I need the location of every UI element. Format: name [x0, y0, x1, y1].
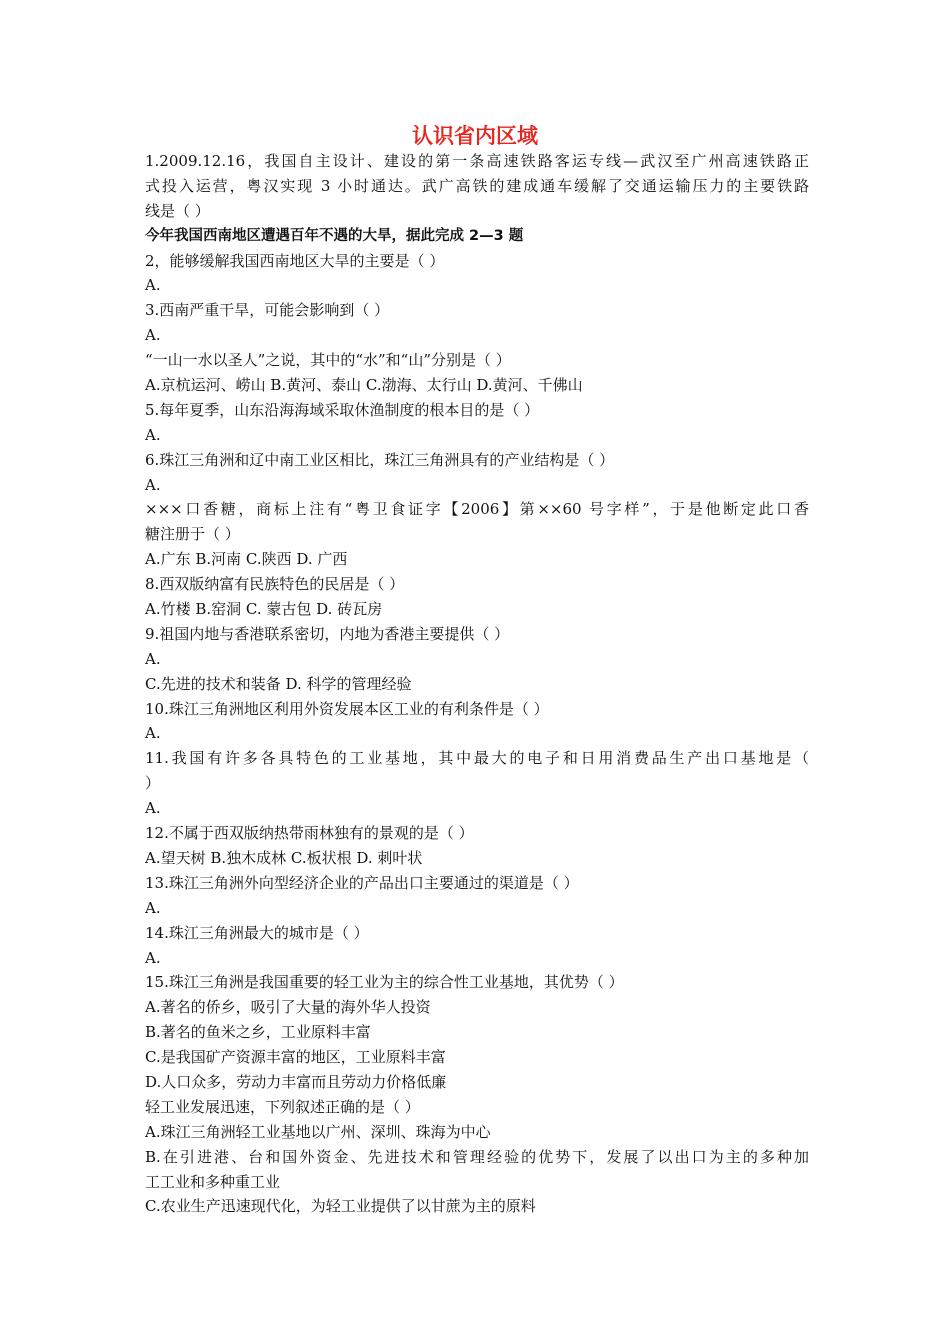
text-line: ×××口香糖，商标上注有“粤卫食证字【2006】第××60 号字样”，于是他断定此口香: [145, 500, 809, 519]
text-line: C.先进的技术和装备 D. 科学的管理经验: [145, 674, 412, 693]
text-line: 5.每年夏季，山东沿海海域采取休渔制度的根本目的是（ ）: [145, 400, 540, 419]
text-line: C.农业生产迅速现代化，为轻工业提供了以甘蔗为主的原料: [145, 1197, 536, 1216]
text-line: 14.珠江三角洲最大的城市是（ ）: [145, 923, 369, 942]
text-line: A.著名的侨乡，吸引了大量的海外华人投资: [145, 998, 431, 1017]
text-line: “一山一水以圣人”之说，其中的“水”和“山”分别是（ ）: [145, 351, 511, 370]
text-line: 线是（ ）: [145, 201, 210, 220]
text-line: A.: [145, 475, 161, 494]
document-body: [145, 149, 809, 1219]
text-line: 8.西双版纳富有民族特色的民居是（ ）: [145, 575, 405, 594]
text-line: 9.祖国内地与香港联系密切，内地为香港主要提供（ ）: [145, 624, 510, 643]
text-line: A.: [145, 898, 161, 917]
text-line: 6.珠江三角洲和辽中南工业区相比，珠江三角洲具有的产业结构是（ ）: [145, 450, 615, 469]
text-line: 15.珠江三角洲是我国重要的轻工业为主的综合性工业基地，其优势（ ）: [145, 973, 624, 992]
text-line: 3.西南严重干旱，可能会影响到（ ）: [145, 301, 390, 320]
text-line: 13.珠江三角洲外向型经济企业的产品出口主要通过的渠道是（ ）: [145, 873, 579, 892]
text-line: A.望天树 B.独木成林 C.板状根 D. 刺叶状: [145, 848, 423, 867]
text-line: 1.2009.12.16，我国自主设计、建设的第一条高速铁路客运专线—武汉至广州高速铁路正: [145, 152, 809, 170]
text-line: 工工业和多种重工业: [145, 1172, 281, 1191]
text-line: 今年我国西南地区遭遇百年不遇的大旱，据此完成 2—3 题: [145, 227, 524, 244]
text-line: A.: [145, 948, 161, 967]
text-line: 10.珠江三角洲地区利用外资发展本区工业的有利条件是（ ）: [145, 699, 549, 718]
text-line: 11.我国有许多各具特色的工业基地，其中最大的电子和日用消费品生产出口基地是（: [145, 749, 809, 768]
text-line: A.: [145, 326, 161, 345]
text-line: ）: [145, 774, 161, 793]
text-line: A.: [145, 799, 161, 818]
text-line: A.广东 B.河南 C.陕西 D. 广西: [145, 550, 348, 569]
text-line: D.人口众多，劳动力丰富而且劳动力价格低廉: [145, 1072, 447, 1091]
text-line: 轻工业发展迅速，下列叙述正确的是（ ）: [145, 1097, 420, 1116]
text-line: 2，能够缓解我国西南地区大旱的主要是（ ）: [145, 251, 445, 270]
text-line: C.是我国矿产资源丰富的地区，工业原料丰富: [145, 1048, 446, 1067]
text-line: 糖注册于（ ）: [145, 525, 240, 544]
text-line: A.: [145, 724, 161, 743]
text-line: B.在引进港、台和国外资金、先进技术和管理经验的优势下，发展了以出口为主的多种加: [145, 1147, 809, 1166]
text-line: A.珠江三角洲轻工业基地以广州、深圳、珠海为中心: [145, 1122, 491, 1141]
text-line: A.京杭运河、崂山 B.黄河、泰山 C.渤海、太行山 D.黄河、千佛山: [145, 376, 583, 395]
text-line: A.: [145, 649, 161, 668]
text-line: A.: [145, 276, 161, 295]
text-line: A.: [145, 425, 161, 444]
document-title: 认识省内区域: [412, 124, 538, 148]
text-line: A.竹楼 B.窑洞 C. 蒙古包 D. 砖瓦房: [145, 600, 383, 619]
text-line: 式投入运营，粤汉实现 3 小时通达。武广高铁的建成通车缓解了交通运输压力的主要铁路: [145, 176, 809, 195]
text-line: B.著名的鱼米之乡，工业原料丰富: [145, 1023, 371, 1042]
text-line: 12.不属于西双版纳热带雨林独有的景观的是（ ）: [145, 824, 474, 843]
